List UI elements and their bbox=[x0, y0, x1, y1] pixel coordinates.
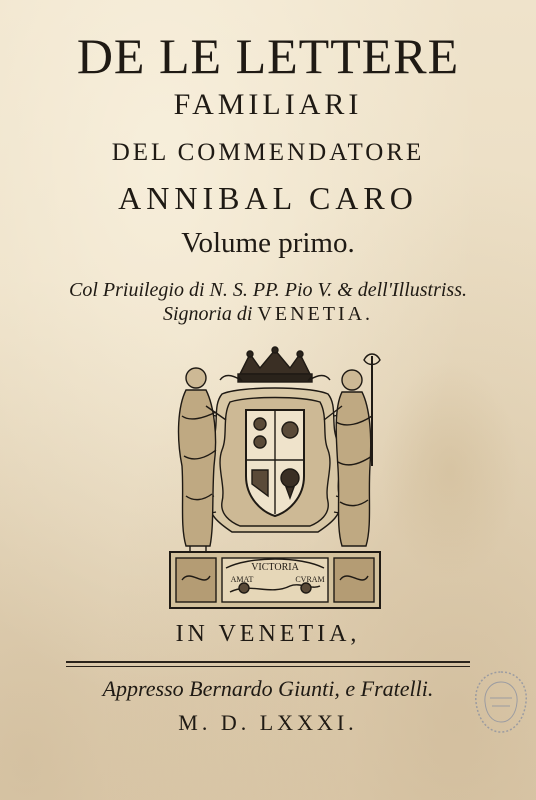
privilege-prefix: Signoria di bbox=[162, 303, 253, 325]
imprint-place: IN VENETIA, bbox=[175, 621, 361, 647]
paper-stain bbox=[380, 360, 520, 580]
imprint-printer: Appresso Bernardo Giunti, e Fratelli. bbox=[102, 676, 434, 701]
imprint-year: M. D. LXXXI. bbox=[178, 710, 358, 735]
printers-device-woodcut bbox=[160, 346, 390, 614]
author-name: ANNIBAL CARO bbox=[118, 180, 418, 216]
pedestal bbox=[170, 552, 380, 608]
divider-rule bbox=[66, 661, 470, 663]
privilege-venetia: VENETIA. bbox=[257, 303, 374, 325]
device-motto: VICTORIA bbox=[251, 562, 299, 573]
privilege-line-2 bbox=[0, 302, 536, 326]
device-ribbon-right: CVRAM bbox=[295, 575, 325, 584]
device-ribbon-left: AMAT bbox=[230, 575, 254, 584]
title-line-3: DEL COMMENDATORE bbox=[111, 139, 425, 166]
crown-icon bbox=[220, 347, 330, 382]
volume-label: Volume primo. bbox=[181, 227, 355, 259]
coat-of-arms-shield bbox=[246, 410, 304, 516]
library-stamp-icon bbox=[470, 668, 532, 736]
privilege-line-1: Col Priuilegio di N. S. PP. Pio V. & dell'Illustriss. bbox=[68, 279, 467, 301]
title-line-2: FAMILIARI bbox=[173, 88, 363, 121]
title-line-1: DE LE LETTERE bbox=[76, 28, 460, 84]
divider-rule-thin bbox=[66, 666, 470, 667]
